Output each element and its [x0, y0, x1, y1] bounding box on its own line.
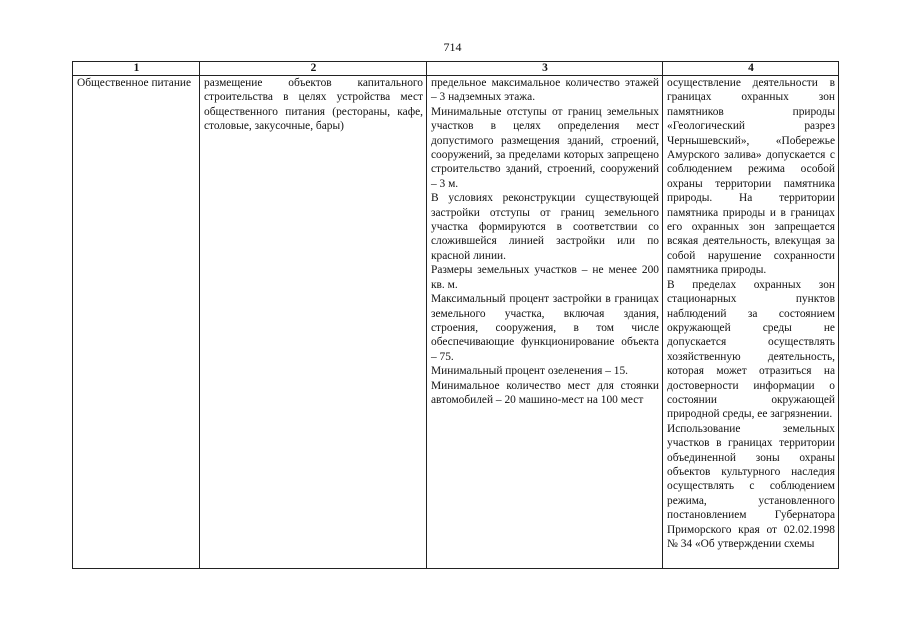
- column-header-1: 1: [73, 62, 200, 76]
- column-header-2: 2: [200, 62, 427, 76]
- use-description-text: [204, 76, 423, 134]
- use-type-text: [77, 76, 196, 90]
- cell-use-type: [73, 76, 200, 569]
- page-number: 714: [443, 40, 462, 54]
- paragraph: Минимальные отступы от границ земельных участков в целях определения мест допустимого размещения зданий, строений, сооружений, за пределами которых запрещено строительство зданий, строений, сооружений – 3 м.: [431, 105, 659, 190]
- column-header-3: 3: [427, 62, 663, 76]
- paragraph: размещение объектов капитального строительства в целях устройства мест общественного питания (рестораны, кафе, столовые, закусочные, бары): [204, 77, 423, 133]
- cell-restrictions: [663, 76, 839, 569]
- table-header-row: [73, 62, 839, 76]
- column-header-4: 4: [663, 62, 839, 76]
- paragraph: Минимальный процент озеленения – 15.: [431, 365, 629, 378]
- restrictions-text: [667, 76, 835, 551]
- paragraph: Размеры земельных участков – не менее 200 кв. м.: [431, 264, 659, 291]
- parameters-text: [431, 76, 659, 407]
- cell-use-description: [200, 76, 427, 569]
- paragraph: В пределах охранных зон стационарных пунктов наблюдений за состоянием окружающей среды не допускается осуществлять хозяйственную деятельность, которая может отразиться на достоверности информации о состоянии окружающей природной среды, ее загрязнении.: [667, 278, 835, 421]
- paragraph: осуществление деятельности в границах охранных зон памятников природы «Геологический разрез Чернышевский», «Побережье Амурского залива» допускается с соблюдением режима особой охраны территории памятника природы. На территории памятника природы и в границах его охранных зон запрещается всякая деятельность, влекущая за собой нарушение сохранности памятника природы.: [667, 77, 835, 277]
- land-use-table: [72, 61, 839, 569]
- table-row: [73, 76, 839, 569]
- paragraph: Минимальное количество мест для стоянки автомобилей – 20 машино-мест на 100 мест: [431, 379, 659, 406]
- paragraph: В условиях реконструкции существующей застройки отступы от границ земельного участка формируются в соответствии со сложившейся линией застройки или по красной линии.: [431, 192, 659, 262]
- paragraph: предельное максимальное количество этажей – 3 надземных этажа.: [431, 77, 659, 104]
- paragraph: Использование земельных участков в границах территории объединенной зоны охраны объектов культурного наследия осуществлять с соблюдением режима, установленного постановлением Губернатора Приморского края от 02.02.1998 № 34 «Об утверждении схемы: [667, 422, 835, 550]
- paragraph: Общественное питание: [77, 77, 192, 89]
- cell-parameters: [427, 76, 663, 569]
- paragraph: Максимальный процент застройки в границах земельного участка, включая здания, строения, сооружения, в том числе обеспечивающие функционирование объекта – 75.: [431, 293, 659, 363]
